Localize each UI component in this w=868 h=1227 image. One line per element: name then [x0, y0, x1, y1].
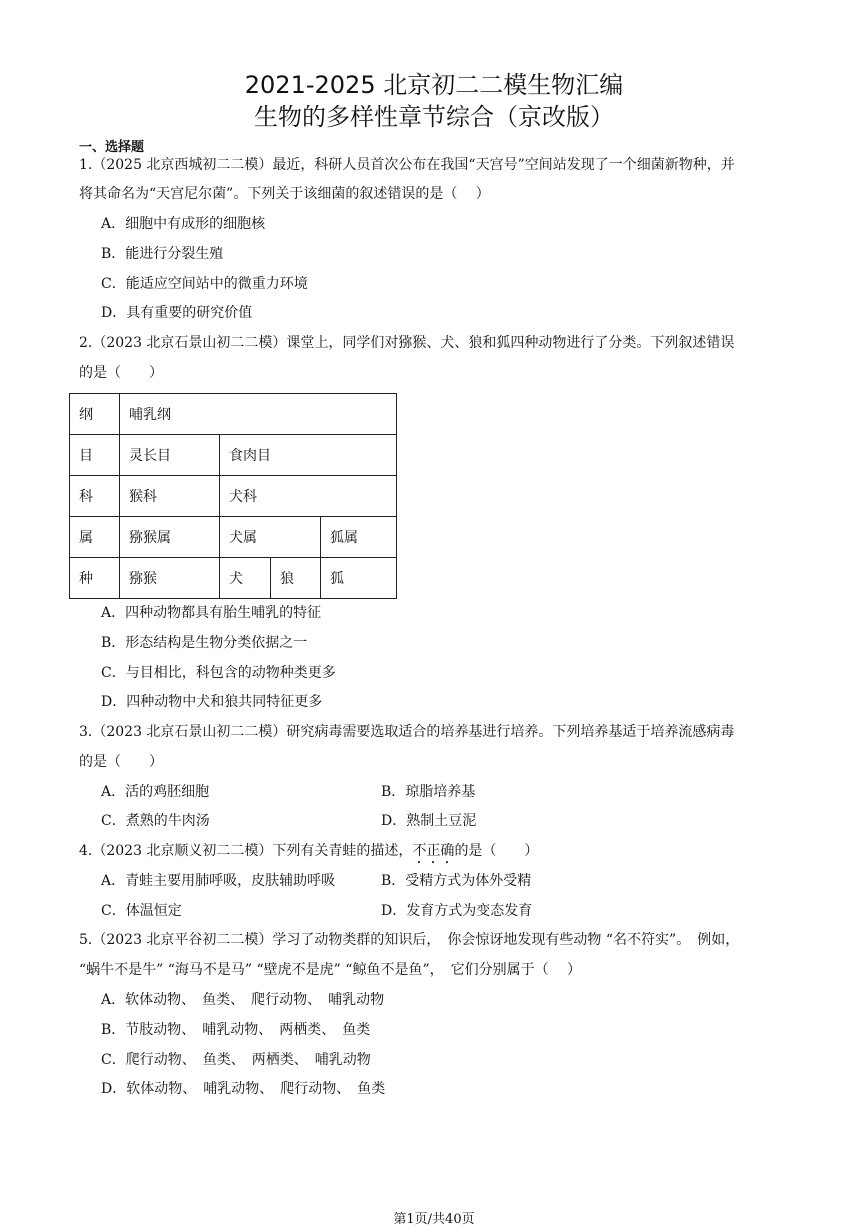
table-row: [70, 558, 397, 599]
table-cell: 猕猴: [120, 558, 220, 599]
question-1-option-a: A．细胞中有成形的细胞核: [101, 216, 266, 232]
section-heading: 一、选择题: [79, 140, 145, 155]
question-4-stem-tail: 的是（ ）: [454, 843, 539, 859]
question-2-option-c: C．与目相比，科包含的动物种类更多: [101, 665, 336, 681]
table-cell: 犬科: [220, 476, 397, 517]
question-1-option-b: B．能进行分裂生殖: [101, 246, 224, 262]
table-cell: 猴科: [120, 476, 220, 517]
question-5-option-d: D．软体动物、 哺乳动物、 爬行动物、 鱼类: [101, 1081, 386, 1097]
question-1-stem-line-2: 将其命名为“天宫尼尔菌”。下列关于该细菌的叙述错误的是（ ）: [79, 186, 490, 202]
question-2-option-b: B．形态结构是生物分类依据之一: [101, 635, 308, 651]
table-cell: 狼: [271, 558, 321, 599]
question-3-stem-line-2: 的是（ ）: [79, 754, 163, 770]
question-1-option-d: D．具有重要的研究价值: [101, 305, 253, 321]
table-cell: 属: [70, 517, 120, 558]
classification-table: [69, 393, 397, 599]
table-cell: 犬: [220, 558, 271, 599]
question-4-stem: [79, 842, 538, 867]
table-cell: 狐属: [321, 517, 397, 558]
table-cell: 纲: [70, 394, 120, 435]
table-cell: 犬属: [220, 517, 321, 558]
question-3-option-a: A．活的鸡胚细胞: [101, 784, 210, 800]
table-cell: 目: [70, 435, 120, 476]
question-3-stem-line-1: 3.（2023 北京石景山初二二模）研究病毒需要选取适合的培养基进行培养。下列培养基适于培养流感病毒: [79, 724, 735, 740]
question-4-stem-text: 4.（2023 北京顺义初二二模）下列有关青蛙的描述，: [79, 843, 413, 859]
table-cell: 猕猴属: [120, 517, 220, 558]
table-cell: 科: [70, 476, 120, 517]
table-cell: 狐: [321, 558, 397, 599]
document-subtitle: 生物的多样性章节综合（京改版）: [254, 103, 614, 131]
question-4-option-b: B．受精方式为体外受精: [381, 873, 532, 889]
question-4-option-c: C．体温恒定: [101, 903, 182, 919]
page-number: 第1页/共40页: [393, 1212, 475, 1227]
table-row: [70, 394, 397, 435]
table-row: [70, 476, 397, 517]
question-4-option-d: D．发育方式为变态发育: [381, 903, 533, 919]
table-cell: 食肉目: [220, 435, 397, 476]
question-3-option-b: B．琼脂培养基: [381, 784, 476, 800]
question-1-stem-line-1: 1.（2025 北京西城初二二模）最近，科研人员首次公布在我国“天宫号”空间站发现了一个细菌新物种，并: [79, 157, 735, 173]
question-5-option-c: C．爬行动物、 鱼类、 两栖类、 哺乳动物: [101, 1052, 371, 1068]
question-2-stem-line-1: 2.（2023 北京石景山初二二模）课堂上，同学们对猕猴、犬、狼和狐四种动物进行了分类。下列叙述错误: [79, 335, 735, 351]
question-1-option-c: C．能适应空间站中的微重力环境: [101, 276, 308, 292]
table-row: [70, 435, 397, 476]
question-2-stem-line-2: 的是（ ）: [79, 365, 163, 381]
question-5-stem-line-2: “蜗牛不是牛” “海马不是马” “壁虎不是虎” “鲸鱼不是鱼”， 它们分别属于（ ）: [79, 962, 582, 978]
question-2-option-d: D．四种动物中犬和狼共同特征更多: [101, 694, 323, 710]
question-5-stem-line-1: 5.（2023 北京平谷初二二模）学习了动物类群的知识后， 你会惊讶地发现有些动物 “名不符实”。 例如，: [79, 932, 740, 948]
table-cell: 哺乳纲: [120, 394, 397, 435]
question-2-option-a: A．四种动物都具有胎生哺乳的特征: [101, 605, 322, 621]
table-cell: 灵长目: [120, 435, 220, 476]
question-4-emphasis-text: 不正确: [412, 843, 455, 859]
question-5-option-a: A．软体动物、 鱼类、 爬行动物、 哺乳动物: [101, 992, 385, 1008]
table-cell: 种: [70, 558, 120, 599]
question-5-option-b: B．节肢动物、 哺乳动物、 两栖类、 鱼类: [101, 1022, 371, 1038]
question-4-option-a: A．青蛙主要用肺呼吸，皮肤辅助呼吸: [101, 873, 336, 889]
question-3-option-d: D．熟制土豆泥: [381, 813, 477, 829]
question-3-option-c: C．煮熟的牛肉汤: [101, 813, 210, 829]
document-title: 2021-2025 北京初二二模生物汇编: [244, 71, 624, 99]
table-row: [70, 517, 397, 558]
